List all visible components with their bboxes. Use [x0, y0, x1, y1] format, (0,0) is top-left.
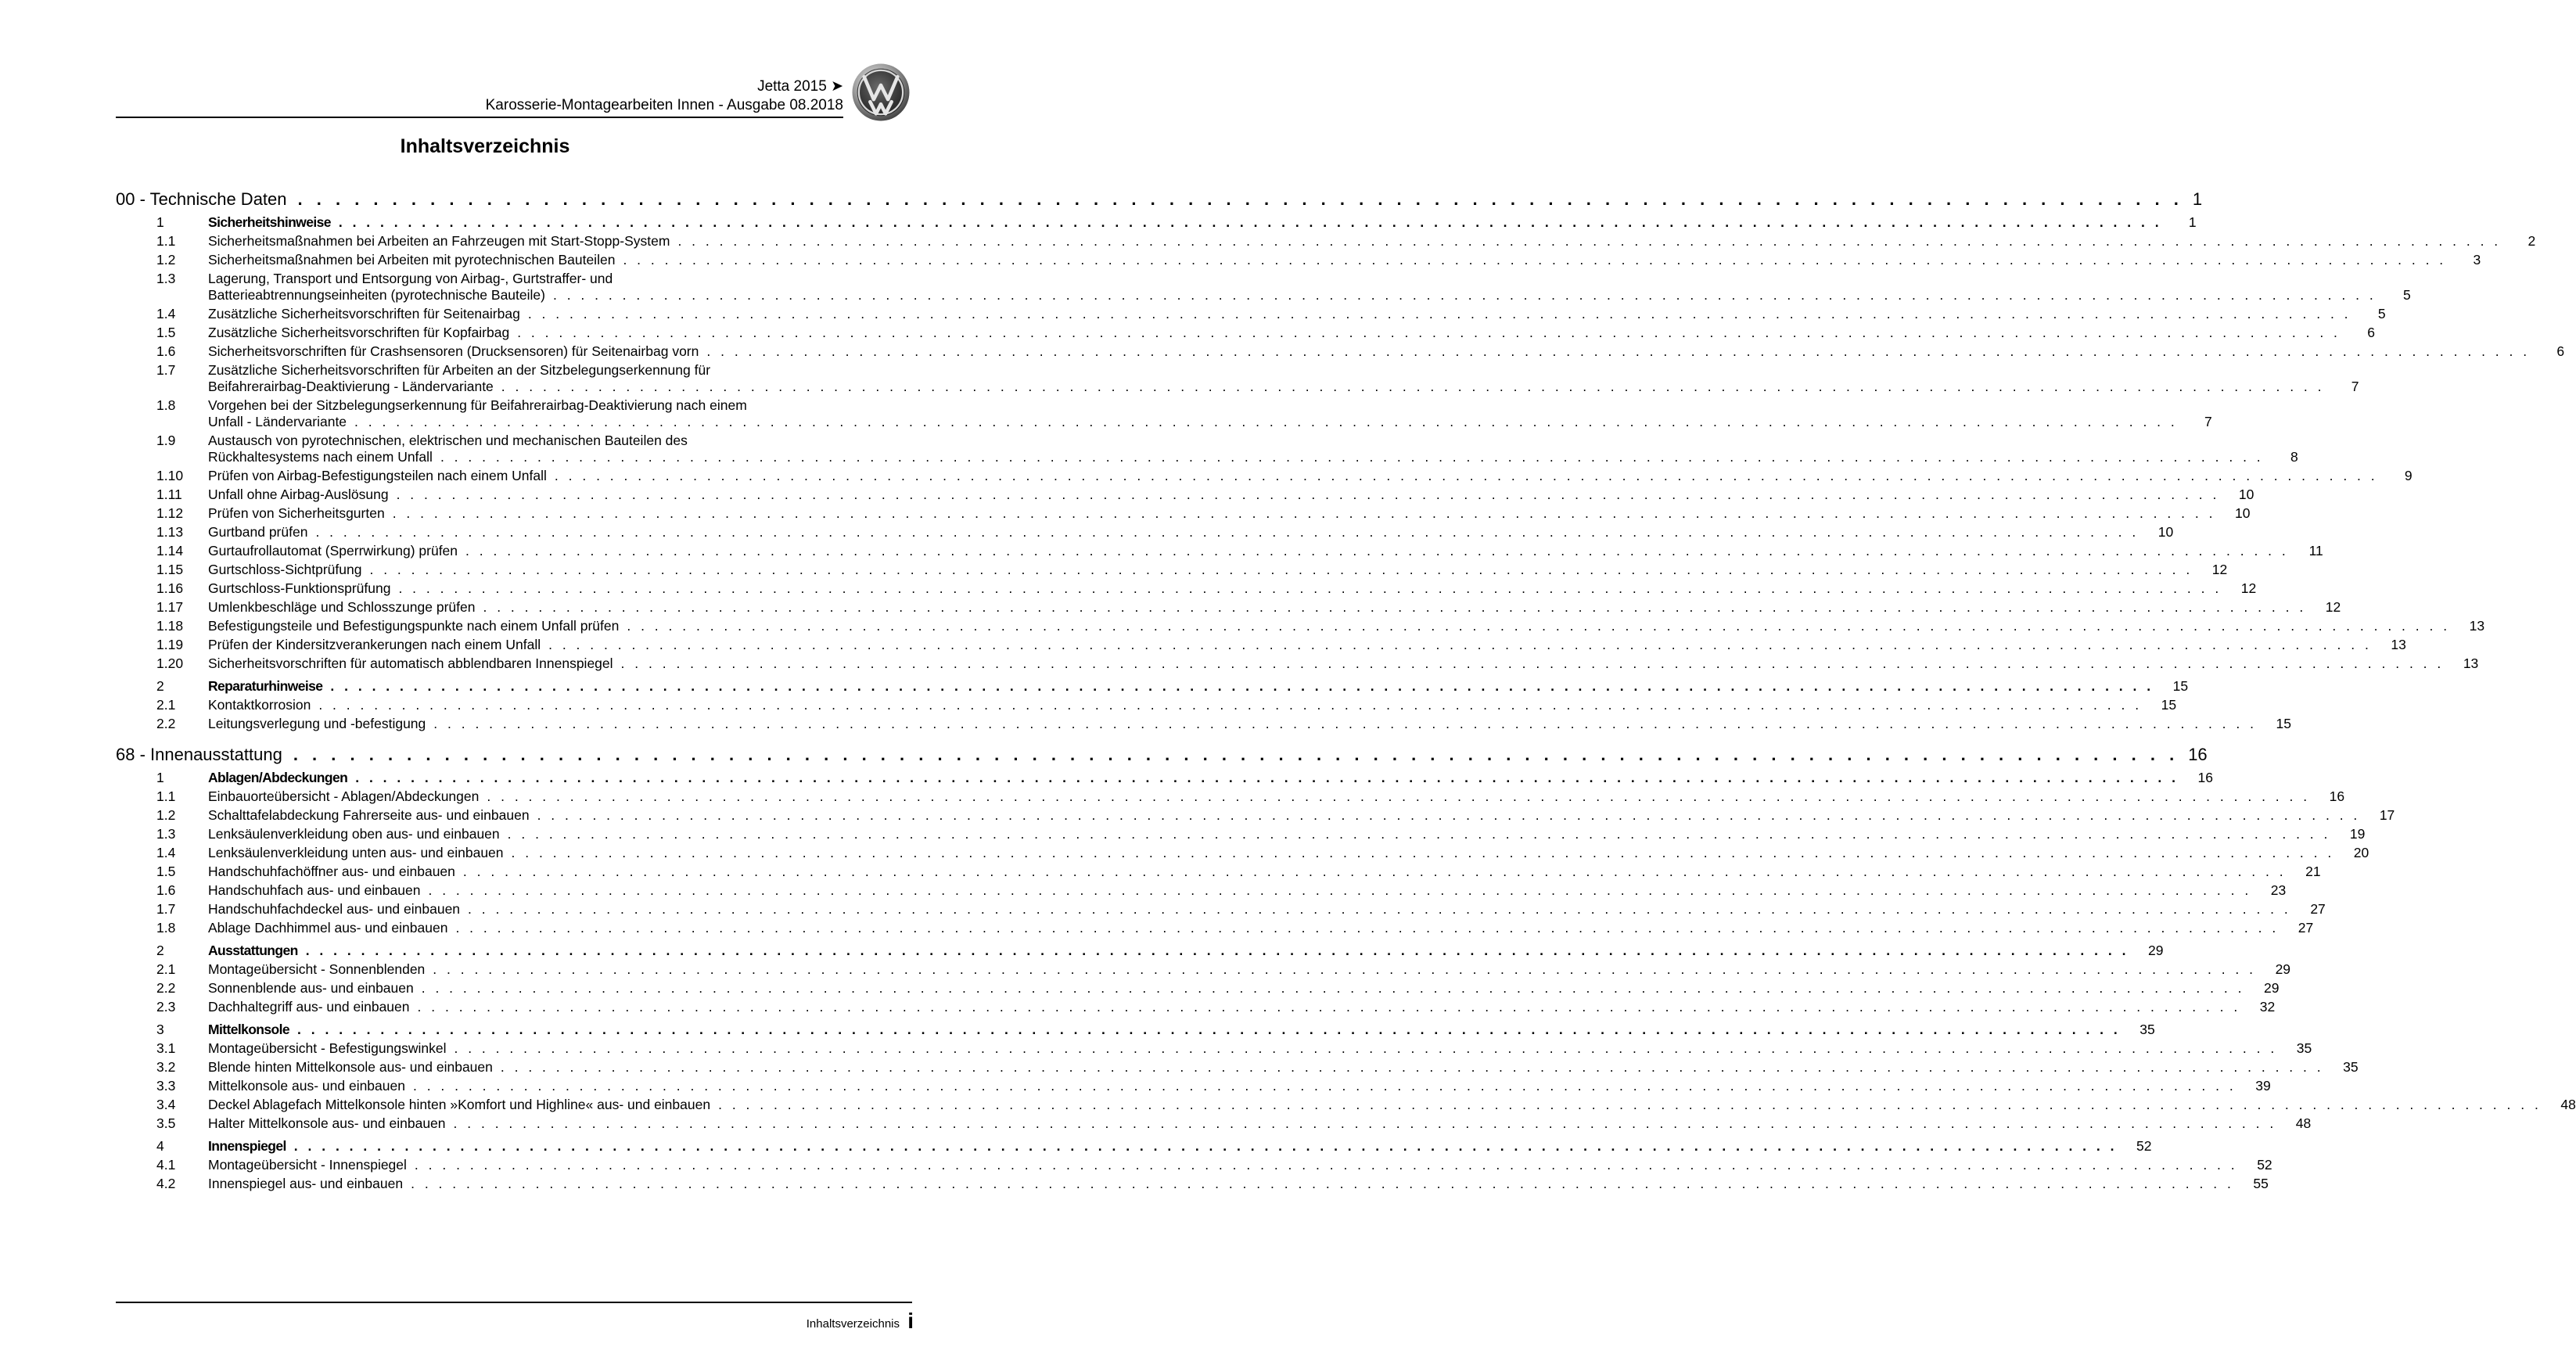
dot-leader [422, 980, 2245, 997]
entry-title: Befestigungsteile und Befestigungspunkte nach einem Unfall prüfen [208, 618, 620, 634]
entry-number: 1.12 [156, 505, 184, 521]
entry-number: 1.16 [156, 580, 184, 596]
entry-number: 1 [156, 214, 164, 230]
dot-leader [483, 599, 2306, 616]
entry-number: 1.13 [156, 524, 184, 540]
entry-title: Mittelkonsole aus- und einbauen [208, 1078, 405, 1094]
table-of-contents [116, 189, 2576, 1192]
dot-leader [454, 1040, 2277, 1057]
entry-number: 1.5 [156, 864, 176, 879]
entry-page: 12 [2211, 562, 2228, 577]
entry-title: Gurtband prüfen [208, 524, 308, 540]
toc-entry[interactable] [116, 1059, 2359, 1076]
entry-page: 3 [2473, 252, 2481, 268]
dot-leader [297, 1022, 2121, 1038]
toc-entry[interactable] [116, 505, 2251, 522]
entry-title: Gurtschloss-Sichtprüfung [208, 562, 362, 577]
entry-page: 48 [2560, 1097, 2576, 1112]
entry-title: Ablagen/Abdeckungen [208, 770, 348, 785]
entry-title: Prüfen der Kindersitzverankerungen nach einem Unfall [208, 637, 541, 652]
entry-title: Rückhaltesystems nach einem Unfall [208, 449, 433, 465]
entry-number: 1.2 [156, 807, 176, 823]
entry-number: 1.18 [156, 618, 184, 634]
entry-title: Sicherheitshinweise [208, 214, 331, 230]
dot-leader [428, 882, 2251, 899]
entry-title: Handschuhfachöffner aus- und einbauen [208, 864, 455, 879]
entry-number: 1.4 [156, 845, 176, 860]
entry-title: Lenksäulenverkleidung unten aus- und einbauen [208, 845, 504, 860]
entry-page: 16 [2197, 770, 2213, 785]
toc-entry[interactable] [116, 562, 2228, 578]
toc-entry[interactable] [116, 468, 2413, 484]
entry-title: Montageübersicht - Sonnenblenden [208, 961, 426, 977]
toc-entry[interactable] [116, 882, 2287, 899]
entry-number: 2.1 [156, 697, 176, 713]
toc-entry[interactable] [116, 306, 2386, 322]
entry-title: Blende hinten Mittelkonsole aus- und einbauen [208, 1059, 493, 1075]
toc-chapter[interactable] [116, 189, 2203, 210]
toc-entry[interactable] [116, 433, 2298, 465]
entry-title: Unfall - Ländervariante [208, 414, 347, 429]
entry-title: Gurtaufrollautomat (Sperrwirkung) prüfen [208, 543, 458, 558]
entry-page: 6 [2556, 343, 2565, 359]
dot-leader [398, 580, 2222, 597]
dot-leader [463, 864, 2287, 880]
entry-page: 29 [2264, 980, 2280, 996]
dot-leader [318, 697, 2142, 713]
toc-section[interactable] [116, 678, 2189, 695]
entry-page: 7 [2351, 379, 2359, 394]
entry-page: 23 [2270, 882, 2287, 898]
dot-leader [501, 379, 2325, 395]
entry-number: 3.1 [156, 1040, 176, 1056]
entry-number: 3.3 [156, 1078, 176, 1094]
entry-number: 3.2 [156, 1059, 176, 1075]
entry-page: 19 [2349, 826, 2366, 842]
dot-leader [330, 678, 2154, 695]
footer-label: Inhaltsverzeichnis [806, 1317, 900, 1331]
entry-page: 12 [2240, 580, 2257, 596]
entry-page: 9 [2404, 468, 2413, 483]
dot-leader [455, 920, 2279, 936]
dot-leader [413, 1078, 2236, 1094]
entry-page: 8 [2290, 449, 2298, 465]
entry-title: Ablage Dachhimmel aus- und einbauen [208, 920, 448, 936]
dot-leader [433, 961, 2256, 978]
entry-title: Gurtschloss-Funktionsprüfung [208, 580, 391, 596]
entry-title: Handschuhfachdeckel aus- und einbauen [208, 901, 461, 917]
toc-entry[interactable] [116, 864, 2321, 880]
dot-leader [627, 618, 2450, 634]
toc-entry[interactable] [116, 1115, 2312, 1132]
entry-title: Unfall ohne Airbag-Auslösung [208, 487, 389, 502]
entry-title: Batterieabtrennungseinheiten (pyrotechnische Bauteile) [208, 287, 545, 303]
entry-number: 1.8 [156, 920, 176, 936]
entry-number: 3.4 [156, 1097, 176, 1112]
entry-number: 4.1 [156, 1157, 176, 1173]
entry-page: 39 [2255, 1078, 2271, 1094]
toc-entry[interactable] [116, 826, 2366, 842]
dot-leader [306, 943, 2129, 959]
entry-title: Beifahrerairbag-Deaktivierung - Ländervariante [208, 379, 494, 394]
entry-number: 3.5 [156, 1115, 176, 1131]
chapter-page: 1 [2192, 189, 2203, 209]
entry-page: 35 [2139, 1022, 2155, 1037]
entry-page: 21 [2305, 864, 2321, 879]
entry-page: 6 [2367, 325, 2375, 340]
dot-leader [621, 655, 2445, 672]
footer-rule [116, 1302, 912, 1303]
dot-leader [369, 562, 2193, 578]
entry-page: 52 [2257, 1157, 2272, 1173]
toc-entry[interactable] [116, 325, 2375, 341]
entry-number: 2 [156, 678, 164, 694]
dot-leader [537, 807, 2361, 824]
toc-entry[interactable] [116, 1176, 2269, 1192]
entry-page: 15 [2276, 716, 2291, 731]
dot-leader [293, 745, 2179, 765]
entry-title: Lagerung, Transport und Entsorgung von Airbag-, Gurtstraffer- und [208, 271, 613, 286]
entry-number: 1.7 [156, 901, 176, 917]
entry-title: Zusätzliche Sicherheitsvorschriften für Arbeiten an der Sitzbelegungserkennung für [208, 362, 711, 378]
entry-page: 10 [2234, 505, 2251, 521]
toc-entry[interactable] [116, 362, 2359, 395]
dot-leader [555, 468, 2378, 484]
entry-number: 1.6 [156, 343, 176, 359]
dot-leader [501, 1059, 2324, 1076]
dot-leader [465, 543, 2289, 559]
page-header [116, 75, 843, 117]
toc-entry[interactable] [116, 233, 2536, 250]
entry-page: 10 [2157, 524, 2174, 540]
entry-title: Ausstattungen [208, 943, 298, 958]
chapter-title: 00 - Technische Daten [116, 189, 287, 209]
entry-page: 48 [2295, 1115, 2312, 1131]
entry-title: Sonnenblende aus- und einbauen [208, 980, 414, 996]
toc-entry[interactable] [116, 599, 2341, 616]
toc-entry[interactable] [116, 1097, 2576, 1113]
entry-number: 1.2 [156, 252, 176, 268]
entry-title: Halter Mittelkonsole aus- und einbauen [208, 1115, 446, 1131]
entry-number: 1.3 [156, 826, 176, 842]
dot-leader [354, 414, 2178, 430]
toc-entry[interactable] [116, 637, 2406, 653]
entry-number: 2.1 [156, 961, 176, 977]
entry-title: Einbauorteübersicht - Ablagen/Abdeckungen [208, 788, 480, 804]
toc-entry[interactable] [116, 901, 2326, 918]
dot-leader [677, 233, 2501, 250]
entry-page: 10 [2238, 487, 2254, 502]
toc-section[interactable] [116, 770, 2213, 786]
toc-entry[interactable] [116, 580, 2257, 597]
entry-page: 13 [2463, 655, 2479, 671]
entry-title: Zusätzliche Sicherheitsvorschriften für Kopfairbag [208, 325, 510, 340]
dot-leader [517, 325, 2341, 341]
entry-number: 1.10 [156, 468, 184, 483]
dot-leader [418, 999, 2241, 1015]
entry-page: 35 [2343, 1059, 2359, 1075]
entry-number: 1.14 [156, 543, 184, 558]
entry-number: 1.17 [156, 599, 184, 615]
toc-entry[interactable] [116, 271, 2411, 303]
entry-number: 1.5 [156, 325, 176, 340]
entry-title: Vorgehen bei der Sitzbelegungserkennung für Beifahrerairbag-Deaktivierung nach einem [208, 397, 747, 413]
entry-title: Prüfen von Sicherheitsgurten [208, 505, 385, 521]
entry-title: Handschuhfach aus- und einbauen [208, 882, 421, 898]
toc-entry[interactable] [116, 788, 2345, 805]
dot-leader [706, 343, 2530, 360]
dot-leader [623, 252, 2446, 268]
dot-leader [355, 770, 2179, 786]
entry-page: 29 [2275, 961, 2291, 977]
entry-title: Sicherheitsmaßnahmen bei Arbeiten mit pyrotechnischen Bauteilen [208, 252, 616, 268]
entry-title: Mittelkonsole [208, 1022, 290, 1037]
entry-page: 16 [2329, 788, 2345, 804]
entry-number: 2.3 [156, 999, 176, 1015]
entry-page: 35 [2296, 1040, 2312, 1056]
dot-leader [487, 788, 2310, 805]
header-subtitle: Karosserie-Montagearbeiten Innen - Ausgabe 08.2018 [485, 97, 843, 113]
entry-title: Montageübersicht - Befestigungswinkel [208, 1040, 447, 1056]
dot-leader [512, 845, 2335, 861]
entry-title: Sicherheitsvorschriften für Crashsensoren (Drucksensoren) für Seitenairbag vorn [208, 343, 699, 359]
entry-page: 7 [2204, 414, 2212, 429]
entry-page: 15 [2161, 697, 2177, 713]
dot-leader [454, 1115, 2277, 1132]
dot-leader [548, 637, 2372, 653]
entry-number: 4.2 [156, 1176, 176, 1191]
toc-entry[interactable] [116, 655, 2479, 672]
toc-section[interactable] [116, 1022, 2155, 1038]
entry-title: Kontaktkorrosion [208, 697, 311, 713]
dot-leader [315, 524, 2139, 541]
header-model: Jetta 2015 ➤ [757, 78, 843, 95]
entry-page: 12 [2325, 599, 2341, 615]
toc-entry[interactable] [116, 1078, 2271, 1094]
entry-page: 27 [2298, 920, 2314, 936]
entry-number: 2.2 [156, 716, 176, 731]
vw-logo-icon [851, 63, 911, 122]
entry-title: Innenspiegel [208, 1138, 286, 1154]
entry-number: 1.19 [156, 637, 184, 652]
entry-number: 3 [156, 1022, 164, 1037]
entry-title: Reparaturhinweise [208, 678, 323, 694]
entry-title: Prüfen von Airbag-Befestigungsteilen nach einem Unfall [208, 468, 547, 483]
entry-page: 11 [2308, 543, 2323, 558]
entry-page: 1 [2188, 214, 2197, 230]
entry-number: 1.1 [156, 233, 176, 249]
toc-entry[interactable] [116, 920, 2314, 936]
toc-section[interactable] [116, 943, 2164, 959]
entry-number: 1.4 [156, 306, 176, 321]
entry-number: 2.2 [156, 980, 176, 996]
entry-number: 2 [156, 943, 164, 958]
toc-entry[interactable] [116, 999, 2276, 1015]
dot-leader [528, 306, 2351, 322]
entry-title: Umlenkbeschläge und Schlosszunge prüfen [208, 599, 476, 615]
toc-entry[interactable] [116, 618, 2485, 634]
entry-number: 1.11 [156, 487, 182, 502]
entry-number: 1.1 [156, 788, 176, 804]
dot-leader [440, 449, 2264, 465]
toc-entry[interactable] [116, 807, 2395, 824]
chapter-page: 16 [2188, 745, 2208, 764]
entry-number: 1.8 [156, 397, 176, 413]
entry-number: 1.9 [156, 433, 176, 448]
toc-entry[interactable] [116, 543, 2323, 559]
toc-entry[interactable] [116, 697, 2177, 713]
entry-title: Dachhaltegriff aus- und einbauen [208, 999, 410, 1015]
entry-number: 1.20 [156, 655, 184, 671]
entry-page: 29 [2147, 943, 2164, 958]
entry-page: 20 [2353, 845, 2369, 860]
document-title: Inhaltsverzeichnis [400, 135, 570, 157]
dot-leader [294, 1138, 2118, 1155]
toc-chapter[interactable] [116, 745, 2208, 765]
dot-leader [553, 287, 2377, 303]
entry-page: 13 [2469, 618, 2485, 634]
entry-title: Lenksäulenverkleidung oben aus- und einbauen [208, 826, 500, 842]
toc-entry[interactable] [116, 1040, 2312, 1057]
entry-page: 5 [2402, 287, 2411, 303]
entry-title: Sicherheitsvorschriften für automatisch abblendbaren Innenspiegel [208, 655, 613, 671]
entry-title: Leitungsverlegung und -befestigung [208, 716, 426, 731]
entry-page: 2 [2527, 233, 2536, 249]
entry-title: Deckel Ablagefach Mittelkonsole hinten »Komfort und Highline« aus- und einbauen [208, 1097, 711, 1112]
dot-leader [468, 901, 2291, 918]
toc-section[interactable] [116, 214, 2197, 231]
toc-entry[interactable] [116, 961, 2291, 978]
entry-number: 1 [156, 770, 164, 785]
header-rule [116, 117, 843, 118]
toc-entry[interactable] [116, 397, 2212, 430]
entry-title: Zusätzliche Sicherheitsvorschriften für Seitenairbag [208, 306, 520, 321]
toc-entry[interactable] [116, 252, 2481, 268]
dot-leader [339, 214, 2162, 231]
entry-page: 32 [2259, 999, 2276, 1015]
toc-entry[interactable] [116, 1157, 2272, 1173]
entry-title: Montageübersicht - Innenspiegel [208, 1157, 407, 1173]
toc-entry[interactable] [116, 716, 2291, 732]
entry-title: Innenspiegel aus- und einbauen [208, 1176, 404, 1191]
entry-page: 15 [2172, 678, 2189, 694]
entry-number: 4 [156, 1138, 164, 1154]
entry-page: 55 [2253, 1176, 2269, 1191]
dot-leader [298, 189, 2183, 210]
entry-page: 13 [2391, 637, 2406, 652]
entry-page: 5 [2377, 306, 2386, 321]
dot-leader [508, 826, 2331, 842]
entry-title: Schalttafelabdeckung Fahrerseite aus- und einbauen [208, 807, 530, 823]
dot-leader [433, 716, 2257, 732]
dot-leader [415, 1157, 2238, 1173]
entry-page: 17 [2379, 807, 2395, 823]
entry-page: 52 [2136, 1138, 2152, 1154]
toc-entry[interactable] [116, 524, 2174, 541]
entry-number: 1.3 [156, 271, 176, 286]
entry-page: 27 [2310, 901, 2326, 917]
chapter-title: 68 - Innenausstattung [116, 745, 282, 764]
entry-number: 1.6 [156, 882, 176, 898]
dot-leader [411, 1176, 2234, 1192]
entry-number: 1.7 [156, 362, 176, 378]
toc-entry[interactable] [116, 980, 2280, 997]
entry-title: Austausch von pyrotechnischen, elektrischen und mechanischen Bauteilen des [208, 433, 688, 448]
entry-title: Sicherheitsmaßnahmen bei Arbeiten an Fahrzeugen mit Start-Stopp-System [208, 233, 670, 249]
toc-entry[interactable] [116, 845, 2369, 861]
toc-section[interactable] [116, 1138, 2152, 1155]
toc-entry[interactable] [116, 343, 2565, 360]
footer-page-number: i [907, 1309, 914, 1333]
toc-entry[interactable] [116, 487, 2254, 503]
dot-leader [397, 487, 2220, 503]
dot-leader [393, 505, 2216, 522]
entry-number: 1.15 [156, 562, 184, 577]
dot-leader [718, 1097, 2542, 1113]
